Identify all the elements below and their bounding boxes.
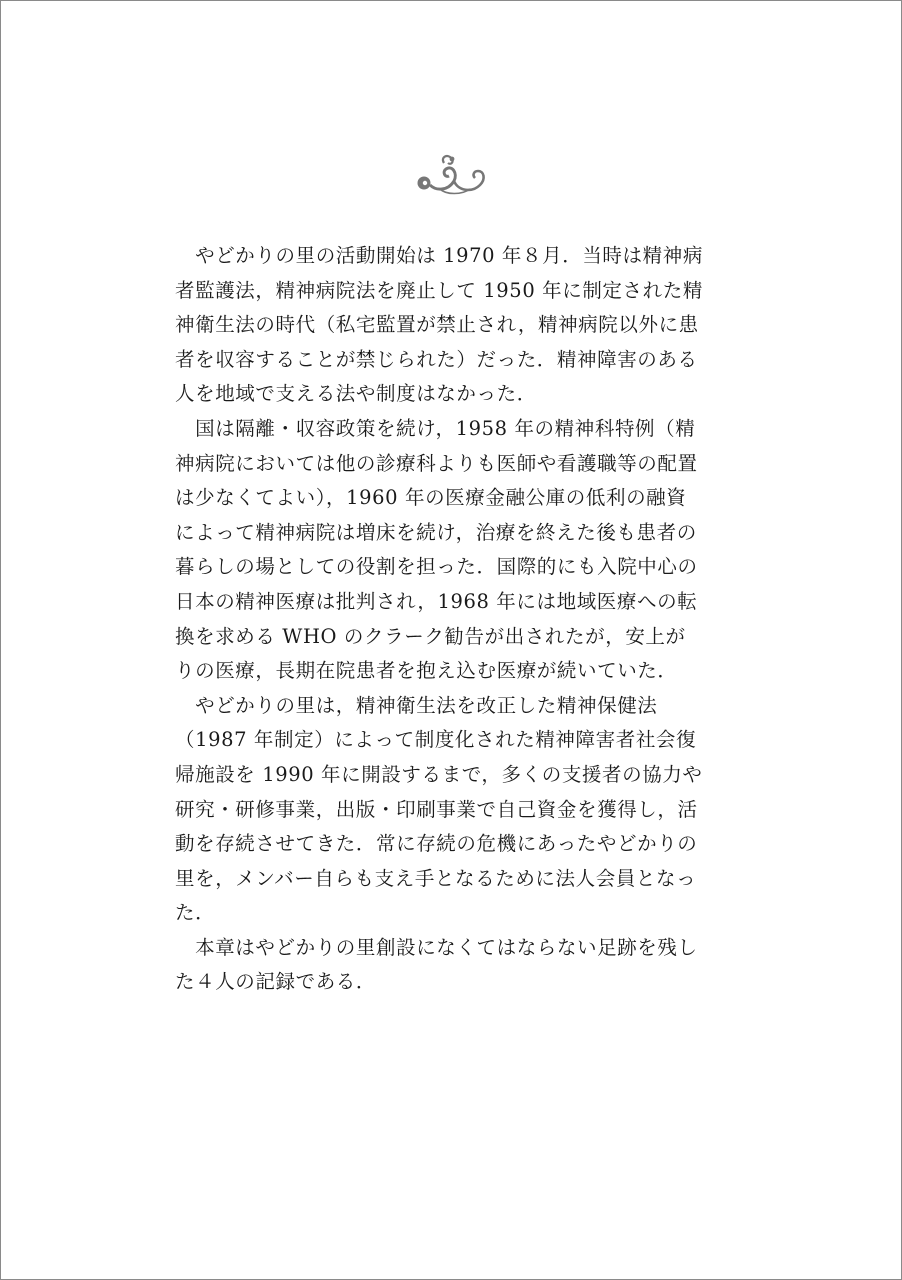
text-line: は少なくてよい），1960 年の医療金融公庫の低利の融資 (175, 486, 687, 510)
text-line: 神病院においては他の診療科よりも医師や看護職等の配置 (175, 451, 698, 475)
text-line: 日本の精神医療は批判され，1968 年には地域医療への転 (175, 589, 698, 613)
text-line: 帰施設を 1990 年に開設するまで，多くの支援者の協力や (175, 762, 703, 786)
text-line: 神衛生法の時代（私宅監置が禁止され，精神病院以外に患 (175, 313, 699, 337)
text-line: 里を，メンバー自らも支え手となるために法人会員となっ (175, 866, 697, 890)
text-line: 国は隔離・収容政策を続け，1958 年の精神科特例（精 (175, 416, 696, 440)
body-text (175, 239, 735, 1000)
text-line: 研究・研修事業，出版・印刷事業で自己資金を獲得し，活 (175, 797, 698, 821)
text-line: 換を求める WHO のクラーク勧告が出されたが，安上が (175, 624, 686, 648)
text-line: た４人の記録である． (175, 970, 377, 994)
text-line: やどかりの里は，精神衛生法を改正した精神保健法 (175, 693, 658, 717)
text-line: やどかりの里の活動開始は 1970 年８月．当時は精神病 (175, 244, 703, 267)
text-line: 暮らしの場としての役割を担った．国際的にも入院中心の (175, 555, 698, 579)
text-line: 人を地域で支える法や制度はなかった． (175, 382, 537, 406)
text-line: りの医療，長期在院患者を抱え込む医療が続いていた． (175, 659, 678, 683)
text-line: 動を存続させてきた．常に存続の危機にあったやどかりの (175, 832, 698, 856)
flourish-ornament-icon (414, 151, 490, 197)
text-line: 者を収容することが禁じられた）だった．精神障害のある (175, 347, 698, 371)
text-line: 本章はやどかりの里創設になくてはならない足跡を残し (175, 935, 698, 959)
text-line: た． (175, 901, 216, 925)
text-line: （1987 年制定）によって制度化された精神障害者社会復 (175, 728, 697, 752)
text-line: によって精神病院は増床を続け，治療を終えた後も患者の (175, 520, 697, 544)
text-line: 者監護法，精神病院法を廃止して 1950 年に制定された精 (175, 278, 703, 302)
